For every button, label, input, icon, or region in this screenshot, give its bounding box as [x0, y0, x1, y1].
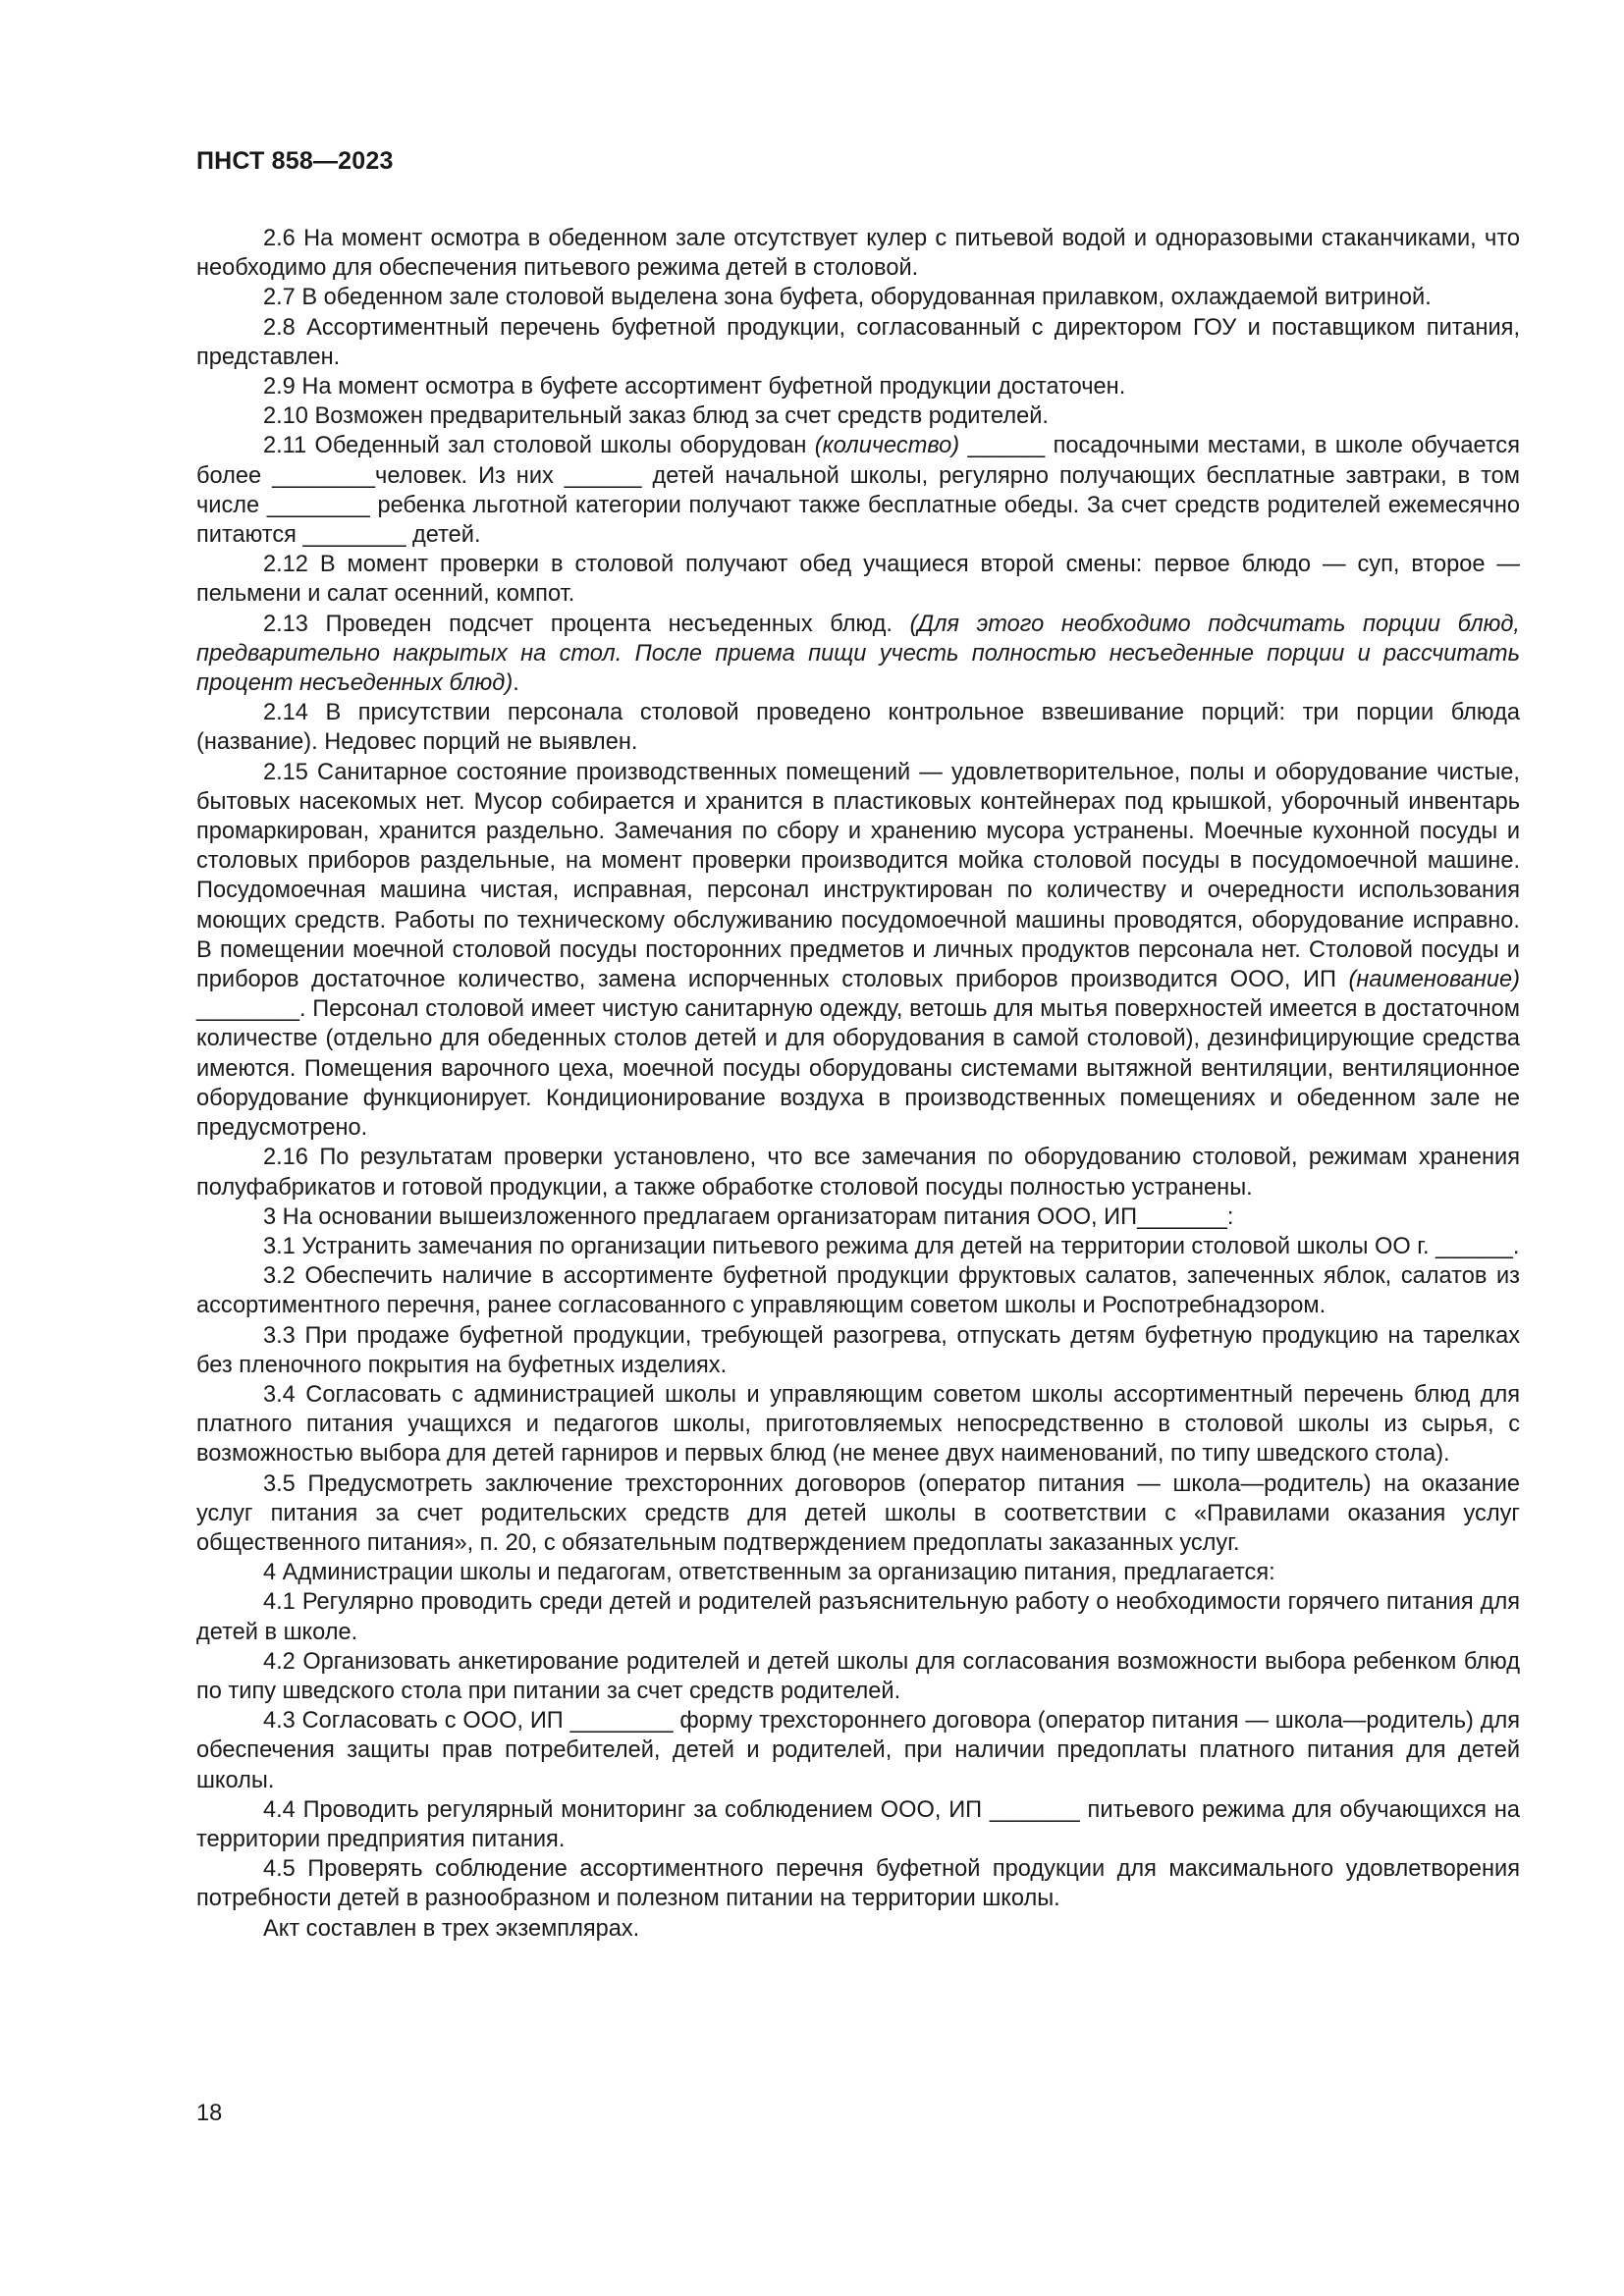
text-run: 3.1 Устранить замечания по организации питьевого режима для детей на территории столовой школы ОО г. ______. — [263, 1233, 1520, 1259]
text-run: 3 На основании вышеизложенного предлагаем организаторам питания ООО, ИП_______: — [263, 1203, 1234, 1230]
paragraph-p3-2 — [196, 1261, 1520, 1320]
paragraph-p3-5 — [196, 1469, 1520, 1559]
text-run: 2.9 На момент осмотра в буфете ассортимент буфетной продукции достаточен. — [263, 374, 1126, 400]
paragraph-p3-1 — [196, 1232, 1520, 1261]
text-run: 2.10 Возможен предварительный заказ блюд за счет средств родителей. — [263, 403, 1049, 430]
paragraph-p4-5 — [196, 1854, 1520, 1913]
text-run: 2.15 Санитарное состояние производственных помещений — удовлетворительное, полы и оборудование чистые, бытовых насекомых нет. Мусор собирается и хранится в пластиковых контейнерах под крышкой, уборочный инвентарь промаркирован, хранится раздельно. Замечания по сбору и хранению мусора устранены. Моечные кухонной посуды и столовых приборов раздельные, на момент проверки производится мойка столовой посуды в посудомоечной машине. Посудомоечная машина чистая, исправная, персонал инструктирован по количеству и очередности использования моющих средств. Работы по техническому обслуживанию посудомоечной машины проводятся, оборудование исправно. В помещении моечной столовой посуды посторонних предметов и личных продуктов персонала нет. Столовой посуды и приборов достаточное количество, замена испорченных столовых приборов производится ООО, ИП — [196, 759, 1520, 993]
paragraph-p2-8 — [196, 313, 1520, 372]
paragraph-p2-13 — [196, 610, 1520, 699]
paragraph-p2-16 — [196, 1143, 1520, 1201]
text-run: 3.4 Согласовать с администрацией школы и управляющим советом школы ассортиментный перечень блюд для платного питания учащихся и педагогов школы, приготовляемых непосредственно в столовой школы из сырья, с возможностью выбора для детей гарниров и первых блюд (не менее двух наименований, по типу шведского стола). — [196, 1381, 1520, 1468]
paragraph-p4 — [196, 1558, 1520, 1587]
paragraph-p4-2 — [196, 1647, 1520, 1706]
paragraph-p2-7 — [196, 283, 1520, 312]
text-run: 2.14 В присутствии персонала столовой проведено контрольное взвешивание порций: три порции блюда (название). Недовес порций не выявлен. — [196, 700, 1520, 756]
paragraph-p2-12 — [196, 550, 1520, 609]
text-run: 2.13 Проведен подсчет процента несъеденных блюд. — [263, 611, 910, 637]
paragraph-p3 — [196, 1202, 1520, 1232]
paragraph-p2-6 — [196, 224, 1520, 283]
text-run: 4.2 Организовать анкетирование родителей и детей школы для согласования возможности выбора ребенком блюд по типу шведского стола при питании за счет средств родителей. — [196, 1648, 1520, 1704]
paragraph-p2-9 — [196, 372, 1520, 401]
text-run: 2.6 На момент осмотра в обеденном зале отсутствует кулер с питьевой водой и одноразовыми стаканчиками, что необходимо для обеспечения питьевого режима детей в столовой. — [196, 226, 1520, 282]
document-code: ПНСТ 858—2023 — [196, 147, 394, 175]
page-number: 18 — [196, 2101, 223, 2126]
italic-text: (количество) — [814, 433, 960, 459]
text-run: . — [513, 670, 519, 697]
text-run: 4.1 Регулярно проводить среди детей и родителей разъяснительную работу о необходимости горячего питания для детей в школе. — [196, 1589, 1520, 1645]
paragraph-p4-3 — [196, 1706, 1520, 1795]
paragraph-p2-14 — [196, 698, 1520, 757]
italic-text: (Для этого необходимо подсчитать порции блюд, предварительно накрытых на стол. После приема пищи учесть полностью несъеденные порции и рассчитать процент несъеденных блюд) — [196, 611, 1520, 697]
text-run: 3.3 При продаже буфетной продукции, требующей разогрева, отпускать детям буфетную продукцию на тарелках без пленочного покрытия на буфетных изделиях. — [196, 1322, 1520, 1378]
paragraph-p3-4 — [196, 1380, 1520, 1469]
text-run: 2.12 В момент проверки в столовой получают обед учащиеся второй смены: первое блюдо — суп, второе — пельмени и салат осенний, компот. — [196, 552, 1520, 608]
text-run: ________. Персонал столовой имеет чистую санитарную одежду, ветошь для мытья поверхностей имеется в достаточном количестве (отдельно для обеденных столов детей и для оборудования в самой столовой), дезинфицирующие средства имеются. Помещения варочного цеха, моечной посуды оборудованы системами вытяжной вентиляции, вентиляционное оборудование функционирует. Кондиционирование воздуха в производственных помещениях и обеденном зале не предусмотрено. — [196, 996, 1520, 1142]
paragraph-p-act — [196, 1914, 1520, 1944]
document-body — [196, 224, 1520, 1944]
italic-text: (наименование) — [1348, 967, 1520, 993]
paragraph-p4-4 — [196, 1795, 1520, 1854]
text-run: 2.11 Обеденный зал столовой школы оборудован — [263, 433, 815, 459]
paragraph-p2-11 — [196, 431, 1520, 550]
text-run: 4 Администрации школы и педагогам, ответственным за организацию питания, предлагается: — [263, 1560, 1275, 1586]
paragraph-p4-1 — [196, 1587, 1520, 1646]
text-run: 3.2 Обеспечить наличие в ассортименте буфетной продукции фруктовых салатов, запеченных яблок, салатов из ассортиментного перечня, ранее согласованного с управляющим советом школы и Роспотребнадзором. — [196, 1263, 1520, 1319]
paragraph-p3-3 — [196, 1321, 1520, 1380]
text-run: 4.4 Проводить регулярный мониторинг за соблюдением ООО, ИП _______ питьевого режима для обучающихся на территории предприятия питания. — [196, 1796, 1520, 1852]
text-run: 3.5 Предусмотреть заключение трехсторонних договоров (оператор питания — школа—родитель) на оказание услуг питания за счет родительских средств для детей школы в соответствии с «Правилами оказания услуг общественного питания», п. 20, с обязательным подтверждением предоплаты заказанных услуг. — [196, 1470, 1520, 1556]
text-run: 4.3 Согласовать с ООО, ИП ________ форму трехстороннего договора (оператор питания — школа—родитель) для обеспечения защиты прав потребителей, детей и родителей, при наличии предоплаты платного питания для детей школы. — [196, 1708, 1520, 1793]
text-run: Акт составлен в трех экземплярах. — [263, 1915, 640, 1942]
text-run: 4.5 Проверять соблюдение ассортиментного перечня буфетной продукции для максимального удовлетворения потребности детей в разнообразном и полезном питании на территории школы. — [196, 1856, 1520, 1912]
paragraph-p2-10 — [196, 401, 1520, 431]
text-run: 2.8 Ассортиментный перечень буфетной продукции, согласованный с директором ГОУ и поставщиком питания, представлен. — [196, 314, 1520, 370]
text-run: 2.16 По результатам проверки установлено, что все замечания по оборудованию столовой, режимам хранения полуфабрикатов и готовой продукции, а также обработке столовой посуды полностью устранены. — [196, 1145, 1520, 1201]
text-run: ______ посадочными местами, в школе обучается более ________человек. Из них ______ детей начальной школы, регулярно получающих бесплатные завтраки, в том числе ________ ребенка льготной категории получают также бесплатные обеды. За счет средств родителей ежемесячно питаются ________ детей. — [196, 433, 1520, 549]
text-run: 2.7 В обеденном зале столовой выделена зона буфета, оборудованная прилавком, охлаждаемой витриной. — [263, 285, 1432, 311]
paragraph-p2-15 — [196, 758, 1520, 1144]
